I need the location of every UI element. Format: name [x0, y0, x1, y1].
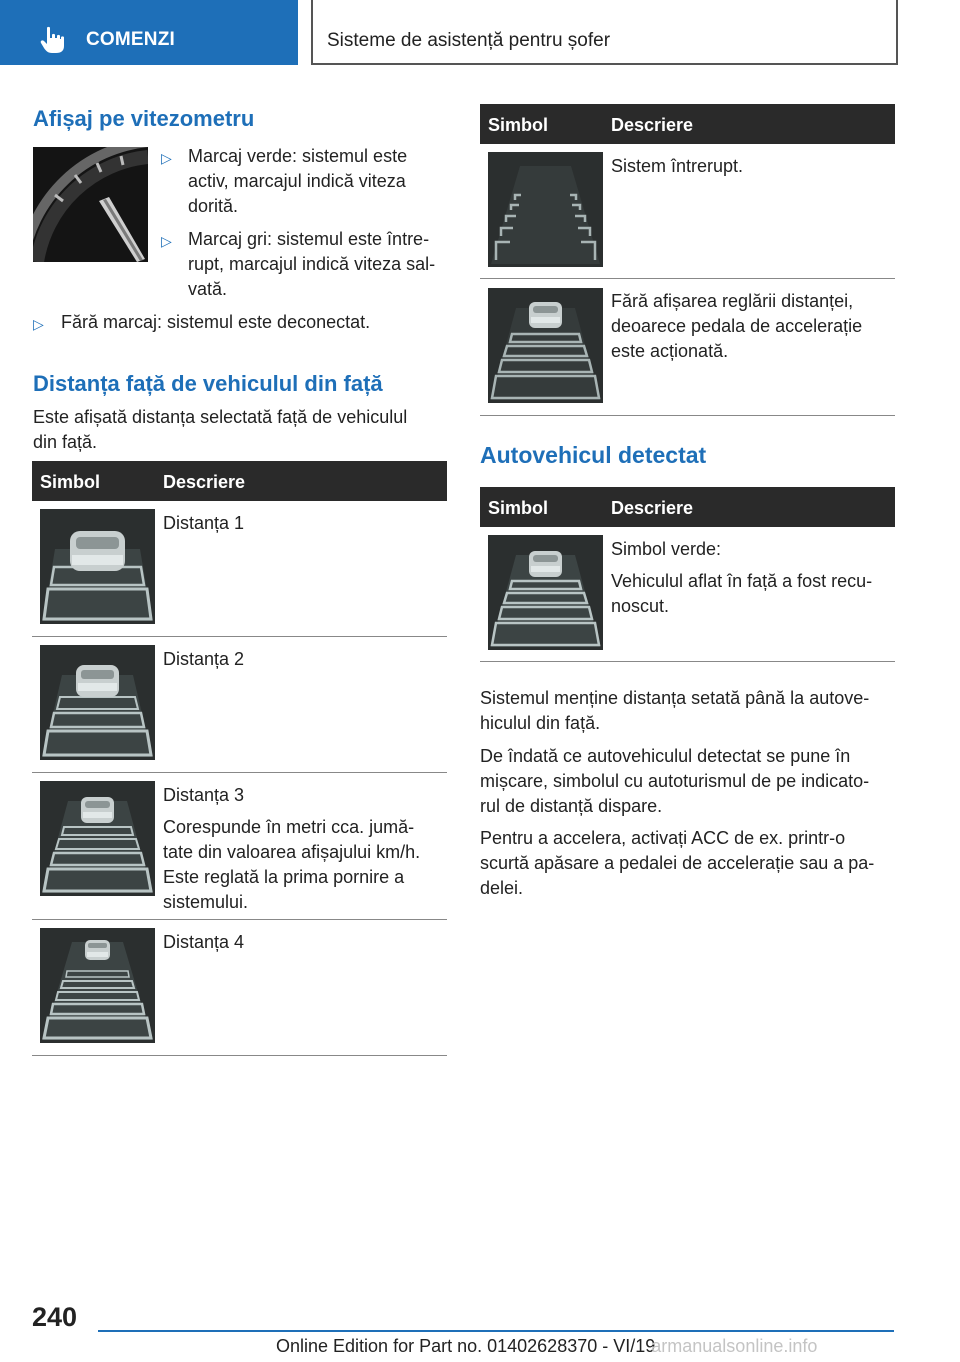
table-header	[480, 487, 895, 527]
table-row	[32, 637, 447, 773]
row-description: Distanța 3 Corespunde în metri cca. jumă‐ tate din valoarea afișajului km/h. Este reglată la prima pornire a sistemului.	[163, 785, 421, 912]
distance-2-car-icon	[40, 645, 155, 760]
page-number: 240	[32, 1302, 78, 1332]
detected-vehicle-table	[480, 487, 895, 662]
bullet-grey-mark: Marcaj gri: sistemul este între‐ rupt, marcajul indică viteza sal‐ vată.	[188, 229, 436, 299]
accelerator-pressed-icon	[488, 288, 603, 403]
col-header-symbol: Simbol	[488, 115, 549, 135]
col-header-symbol: Simbol	[488, 498, 549, 518]
section-tab[interactable]	[0, 0, 298, 65]
chapter-title-box	[311, 0, 898, 65]
col-header-description: Descriere	[611, 115, 694, 135]
table-row	[480, 279, 895, 416]
triangle-bullet-icon: ▷	[161, 150, 172, 166]
status-table	[480, 104, 895, 416]
paragraph-keeps-distance: Sistemul menține distanța setată până la autove‐ hiculul din față.	[480, 688, 870, 733]
col-header-symbol: Simbol	[40, 472, 101, 492]
distance-3-car-icon	[40, 781, 155, 896]
table-row	[32, 773, 447, 920]
distance-intro: Este afișată distanța selectată față de vehiculul din față.	[33, 407, 408, 452]
col-header-description: Descriere	[163, 472, 246, 492]
row-description: Fără afișarea reglării distanței, deoarece pedala de accelerație este acționată.	[611, 291, 863, 361]
heading-following-distance: Distanța față de vehiculul din față	[33, 371, 383, 396]
system-interrupted-icon	[488, 152, 603, 267]
paragraph-symbol-disappears: De îndată ce autovehiculul detectat se pune în mișcare, simbolul cu autoturismul de pe indicato‐ rul de distanță dispare.	[480, 746, 870, 816]
distance-4-car-icon	[40, 928, 155, 1043]
table-row	[32, 501, 447, 637]
row-description: Distanța 4	[163, 932, 245, 952]
paragraph-accelerate: Pentru a accelera, activați ACC de ex. printr-o scurtă apăsare a pedalei de accelerație sau a pa‐ delei.	[480, 828, 875, 898]
pointing-hand-icon	[40, 26, 66, 54]
detected-vehicle-icon	[488, 535, 603, 650]
table-header	[480, 104, 895, 144]
section-tab-label: COMENZI	[86, 29, 176, 50]
watermark: armanualsonline.info	[651, 1336, 818, 1356]
row-description: Simbol verde: Vehiculul aflat în față a fost recu‐ noscut.	[611, 539, 873, 616]
distance-1-car-icon	[40, 509, 155, 624]
bullet-green-mark: Marcaj verde: sistemul este activ, marcajul indică viteza dorită.	[188, 146, 408, 216]
col-header-description: Descriere	[611, 498, 694, 518]
bullet-no-mark: Fără marcaj: sistemul este deconectat.	[61, 312, 371, 332]
heading-speedometer-display: Afișaj pe vitezometru	[33, 106, 255, 131]
table-row	[480, 527, 895, 662]
table-header	[32, 461, 447, 501]
footer-edition: Online Edition for Part no. 01402628370 - VI/19armanualsonline.info	[276, 1336, 818, 1356]
chapter-title: Sisteme de asistență pentru șofer	[327, 30, 611, 51]
speedometer-image	[33, 147, 148, 262]
triangle-bullet-icon: ▷	[33, 316, 44, 332]
table-row	[480, 144, 895, 279]
row-description: Distanța 2	[163, 649, 245, 669]
row-description: Distanța 1	[163, 513, 245, 533]
distance-table	[32, 461, 447, 1056]
row-description: Sistem întrerupt.	[611, 156, 744, 176]
table-row	[32, 920, 447, 1056]
heading-detected-vehicle: Autovehicul detectat	[480, 442, 707, 468]
triangle-bullet-icon: ▷	[161, 233, 172, 249]
footer-rule	[98, 1330, 894, 1332]
